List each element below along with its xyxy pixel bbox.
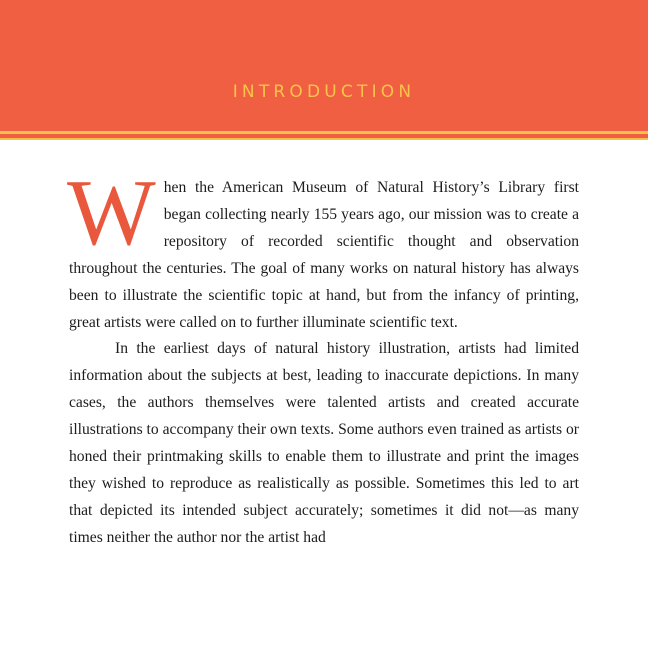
paragraph-1 <box>67 161 579 336</box>
paragraph-1-text: hen the American Museum of Natural History’s Library first began collecting nearly 155 years ago, our mission was to create a repository of recorded scientific thought and observation throughout the centuries. The goal of many works on natural history has always been to illustrate the scientific topic at hand, but from the infancy of printing, great artists were called on to further illuminate scientific text. <box>69 179 579 331</box>
body-text <box>67 161 579 552</box>
drop-cap: W <box>67 161 156 265</box>
chapter-header-band <box>0 0 648 131</box>
header-rule-gold-lower <box>0 138 648 140</box>
chapter-title: INTRODUCTION <box>232 82 416 102</box>
paragraph-2: In the earliest days of natural history illustration, artists had limited information about the subjects at best, leading to inaccurate depictions. In many cases, the authors themselves were talented artists and created accurate illustrations to accompany their own texts. Some authors even trained as artists or honed their printmaking skills to enable them to illustrate and print the images they wished to reproduce as realistically as possible. Sometimes this led to art that depicted its intended subject accurately; sometimes it did not—as many times neither the author nor the artist had <box>69 340 579 546</box>
